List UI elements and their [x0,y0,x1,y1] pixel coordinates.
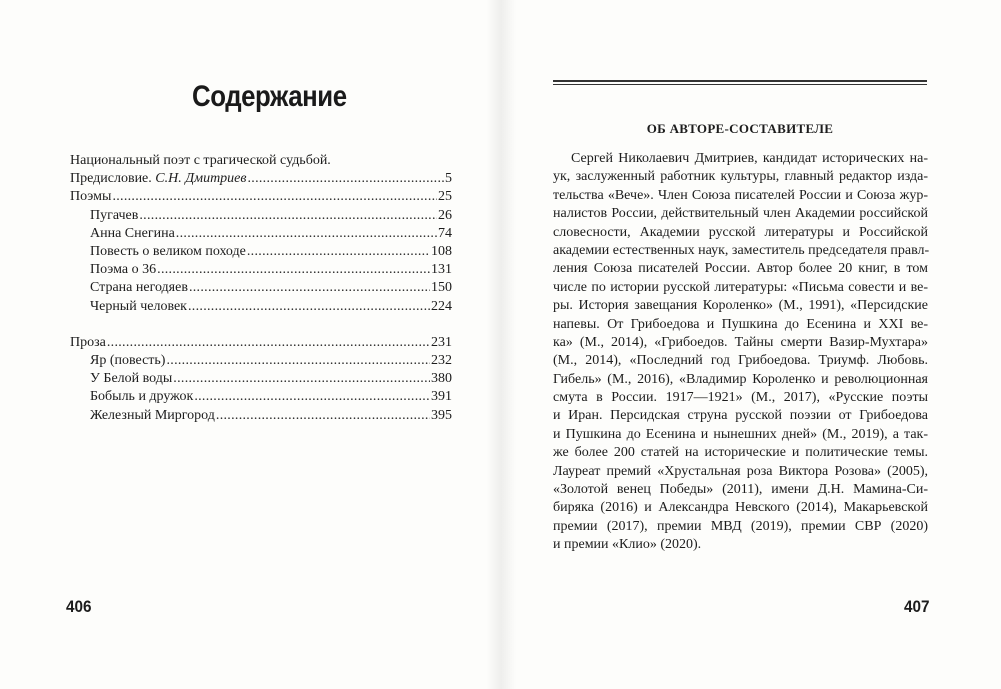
text-line: (М., 2014), «Последний год Грибоедова. Триумф. Любовь. [553,353,928,369]
text-line: ук, заслуженный работник культуры, главный редактор изда- [553,169,928,185]
toc-entry-label: Поэма о 36 [90,262,157,278]
toc-entry [70,279,452,297]
toc-entry-label: Черный человек [90,298,187,314]
text-line: ры. История завещания Короленко» (М., 1991), «Персидские [553,298,928,314]
toc-spacer [70,316,452,334]
text-line: академии естественных наук, заместитель председателя правл- [553,242,930,258]
toc-title: Содержание [192,80,347,113]
text-line: же более 200 статей на исторические и политические темы. [553,445,928,461]
leader-dots [139,207,437,225]
text-line: ления Союза писателей России. Автор более 20 книг, в том [553,261,928,277]
toc-entry-page: 131 [431,262,452,278]
text-line: и Иран. Персидская струна русской поэзии от Грибоедова [553,408,928,424]
text-line: ка» (М., 2014), «Грибоедов. Тайны смерти Вазир-Мухтара» [553,334,928,350]
toc-entry [70,298,452,316]
toc-entry-label: Проза [70,334,106,350]
toc-entry [70,370,452,388]
leader-dots [173,370,430,388]
text-line: и Пушкина до Есенина и нынешних дней» (М., 2019), а так- [553,426,928,442]
book-gutter [486,0,516,689]
toc-entry-page: 380 [431,371,452,387]
text-line: напевы. От Грибоедова и Пушкина до Есенина и XXI ве- [553,316,928,332]
toc-entry-page: 391 [431,389,452,405]
leader-dots [188,298,430,316]
toc-entry-page: 5 [445,171,452,187]
toc-entry-page: 395 [431,407,452,423]
page-number-right: 407 [904,597,930,616]
header-rule-thick [553,80,927,82]
text-line: смута в России. 1917—1921» (М., 2017), «Русские поэты [553,390,928,406]
toc-intro: Национальный поэт с трагической судьбой. [70,153,331,168]
leader-dots [247,243,430,261]
toc-section-prose [70,334,452,352]
text-line: премии (2017), премии МВД (2019), премии СВР (2020) [553,518,928,534]
toc-section-poems [70,188,452,206]
text-line: числе по истории русской литературы: «Письма совести и ве- [553,279,928,295]
toc-entry [70,225,452,243]
text-line: тельства «Вече». Член Союза писателей России и Союза жур- [553,187,928,203]
leader-dots [107,334,430,352]
text-line: налистов России, действительный член Академии российской [553,206,928,222]
page-number-left: 406 [66,597,92,616]
toc-entry-page: 25 [438,189,452,205]
toc-entry-preface [70,170,452,188]
toc-entry [70,352,452,370]
leader-dots [247,170,444,188]
about-author-title: ОБ АВТОРЕ-СОСТАВИТЕЛЕ [646,121,834,136]
leader-dots [166,352,430,370]
toc-entry [70,388,452,406]
toc-entry-page: 26 [438,207,452,223]
toc-entry [70,207,452,225]
toc-entry-label: Яр (повесть) [90,353,166,369]
toc-entry-label: Бобыль и дружок [90,389,194,405]
leader-dots [157,261,430,279]
text-line: Лауреат премий «Хрустальная роза Виктора Розова» (2005), [553,463,928,479]
toc-entry-label: Железный Миргород [90,407,215,423]
toc-entry [70,407,452,425]
toc-entry-label: Страна негодяев [90,280,188,296]
toc-entry [70,243,452,261]
toc-entry-page: 224 [431,298,452,314]
toc-entry-label: Анна Снегина [90,225,175,241]
toc-entry-page: 108 [431,244,452,260]
toc-entry [70,261,452,279]
text-line: биряка (2016) и Александра Невского (2014), Макарьевской [553,500,928,516]
about-author-text [553,150,928,555]
toc-entry-label: У Белой воды [90,371,173,387]
text-line: и премии «Клио» (2020). [553,537,702,553]
header-rule-thin [553,84,927,85]
text-line: «Золотой венец Победы» (2011), имени Д.Н. Мамина-Си- [553,482,928,498]
leader-dots [176,225,437,243]
leader-dots [189,279,430,297]
leader-dots [194,388,430,406]
toc-entry-page: 74 [438,225,452,241]
text-line: Сергей Николаевич Дмитриев, кандидат исторических на- [571,151,928,166]
leader-dots [112,188,437,206]
toc-entry-page: 232 [431,353,452,369]
toc-entry-page: 231 [431,334,452,350]
text-line: Гибель» (М., 2016), «Владимир Короленко и революционная [553,371,928,387]
text-line: словесности, Академии русской литературы и Российской [553,224,928,240]
leader-dots [216,407,430,425]
toc-entry-page: 150 [431,280,452,296]
toc-entry-label: Предисловие. С.Н. Дмитриев [70,171,247,187]
toc-entry-label: Пугачев [90,207,139,223]
toc-entry-label: Повесть о великом походе [90,244,246,260]
table-of-contents [70,152,452,425]
toc-entry-label: Поэмы [70,189,112,205]
